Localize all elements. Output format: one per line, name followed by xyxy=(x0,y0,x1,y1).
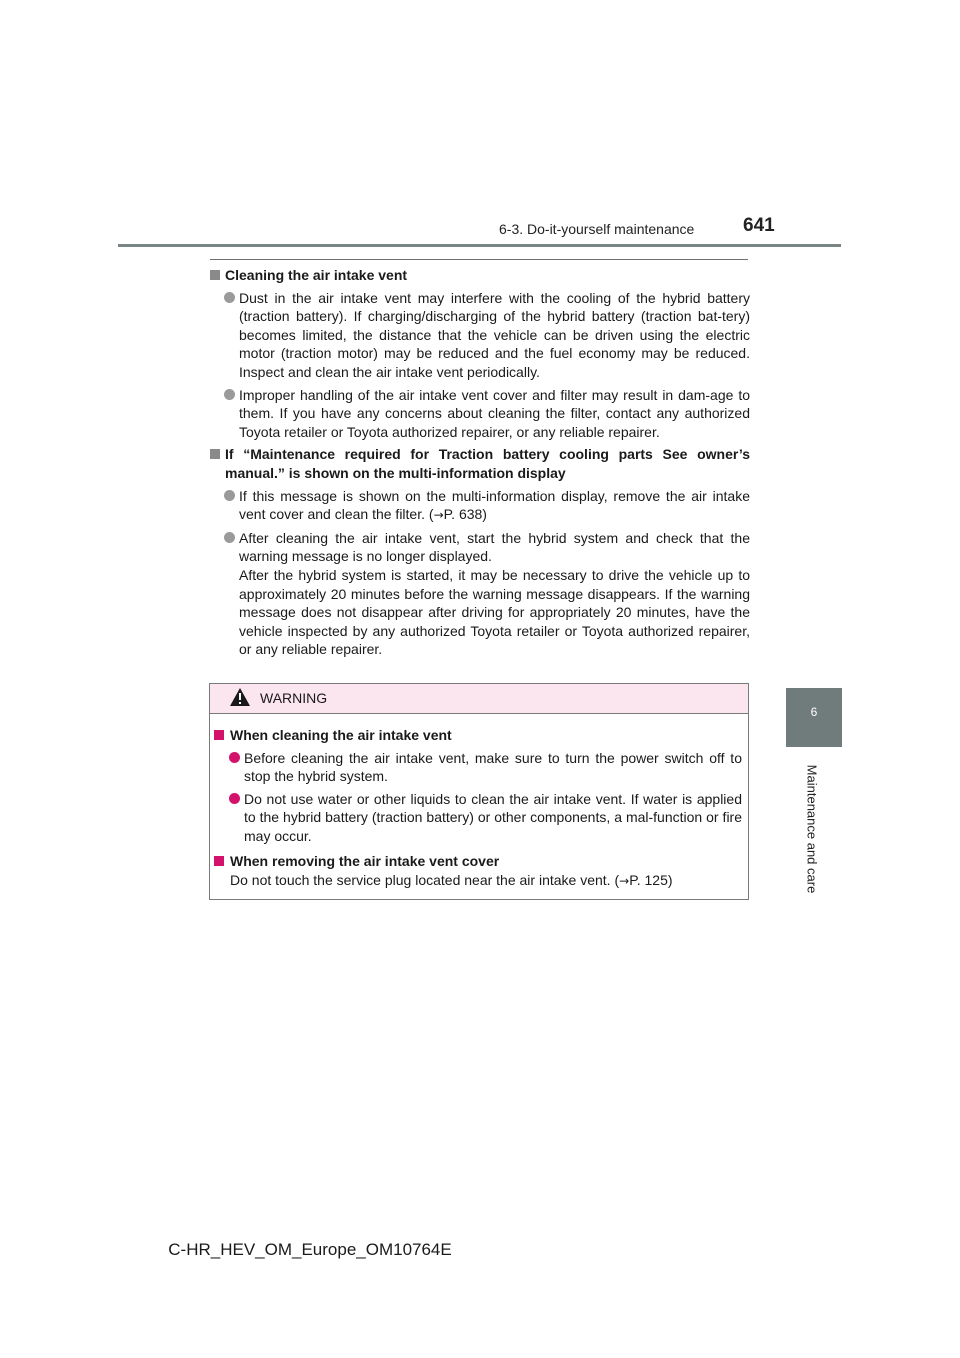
round-bullet-icon xyxy=(224,532,235,543)
list-item xyxy=(210,529,750,659)
chapter-title-vertical xyxy=(804,757,820,901)
warning-triangle-icon xyxy=(229,687,251,707)
header-divider xyxy=(118,244,841,247)
warning-heading xyxy=(214,726,742,745)
warning-item-text: Before cleaning the air intake vent, make sure to turn the power switch off to stop the hybrid system. xyxy=(244,749,742,785)
document-code: C-HR_HEV_OM_Europe_OM10764E xyxy=(168,1240,452,1259)
content-divider xyxy=(210,259,748,260)
warning-box xyxy=(209,683,749,900)
warning-paragraph-text: Do not touch the service plug located near the air intake vent. xyxy=(230,872,611,889)
warning-list-item xyxy=(214,790,742,846)
list-item-text: Improper handling of the air intake vent cover and filter may result in dam-age to them. If you have any concerns about cleaning the filter, contact any authorized Toyota retailer or Toyota authorized repairer, or any reliable repairer. xyxy=(239,386,750,440)
list-item: If this message is shown on the multi-information display, remove the air intake vent cover and clean the filter. (→P. 638) xyxy=(210,487,750,525)
warning-title: WARNING xyxy=(260,690,328,706)
warning-list-item xyxy=(214,749,742,786)
warning-item-text: Do not use water or other liquids to clean the air intake vent. If water is applied to the hybrid battery (traction battery) or other components, a mal-function or fire may occur. xyxy=(244,790,742,844)
warning-heading-text: When cleaning the air intake vent xyxy=(230,727,452,743)
chapter-number: 6 xyxy=(810,705,818,719)
warning-header xyxy=(210,684,748,714)
list-item xyxy=(210,289,750,382)
square-bullet-icon xyxy=(210,270,220,280)
section-heading xyxy=(210,445,750,482)
square-bullet-icon xyxy=(210,449,220,459)
page-reference-link[interactable]: P. 125 xyxy=(629,872,668,889)
round-bullet-icon xyxy=(224,490,235,501)
section-heading-text: Cleaning the air intake vent xyxy=(225,267,408,283)
round-bullet-icon xyxy=(229,752,240,763)
list-item-text: After cleaning the air intake vent, start the hybrid system and check that the warning message is no longer displayed. xyxy=(239,529,750,565)
page-reference-link[interactable]: P. 638 xyxy=(443,506,483,523)
square-bullet-icon xyxy=(214,856,224,866)
main-content xyxy=(210,266,750,659)
section-heading-text: If “Maintenance required for Traction battery cooling parts See owner’s manual.” is shown on the multi-information display xyxy=(225,446,750,481)
chapter-tab[interactable] xyxy=(786,688,842,747)
right-arrow-glyph-icon: → xyxy=(619,874,630,889)
warning-paragraph: Do not touch the service plug located near the air intake vent. (→P. 125) xyxy=(230,872,673,889)
section-heading xyxy=(210,266,750,285)
list-item-text: If this message is shown on the multi-information display, remove the air intake vent cover and clean the filter. xyxy=(239,487,750,523)
warning-heading-text: When removing the air intake vent cover xyxy=(230,852,500,869)
round-bullet-icon xyxy=(224,292,235,303)
warning-heading xyxy=(214,852,742,871)
square-bullet-icon xyxy=(214,730,224,740)
round-bullet-icon xyxy=(224,389,235,400)
chapter-title-text: Maintenance and care xyxy=(804,764,820,894)
list-item-text: Dust in the air intake vent may interfere with the cooling of the hybrid battery (traction battery). If charging/discharging of the hybrid battery (traction bat-tery) becomes limited, the distance that the vehicle can be driven using the electric motor (traction motor) may be reduced and the fuel economy may be reduced. Inspect and clean the air intake vent periodically. xyxy=(239,289,750,380)
warning-body xyxy=(210,714,748,891)
list-item-continuation: After the hybrid system is started, it may be necessary to drive the vehicle up to approximately 20 minutes before the warning message disappears. If the warning message does not disappear after driving for appropriately 20 minutes, have the vehicle inspected by any authorized Toyota retailer or Toyota authorized repairer, or any reliable repairer. xyxy=(239,566,750,658)
list-item xyxy=(210,386,750,442)
round-bullet-icon xyxy=(229,793,240,804)
header-section-title: 6-3. Do-it-yourself maintenance xyxy=(499,221,695,237)
page-number: 641 xyxy=(743,215,775,236)
right-arrow-glyph-icon: → xyxy=(433,508,444,523)
